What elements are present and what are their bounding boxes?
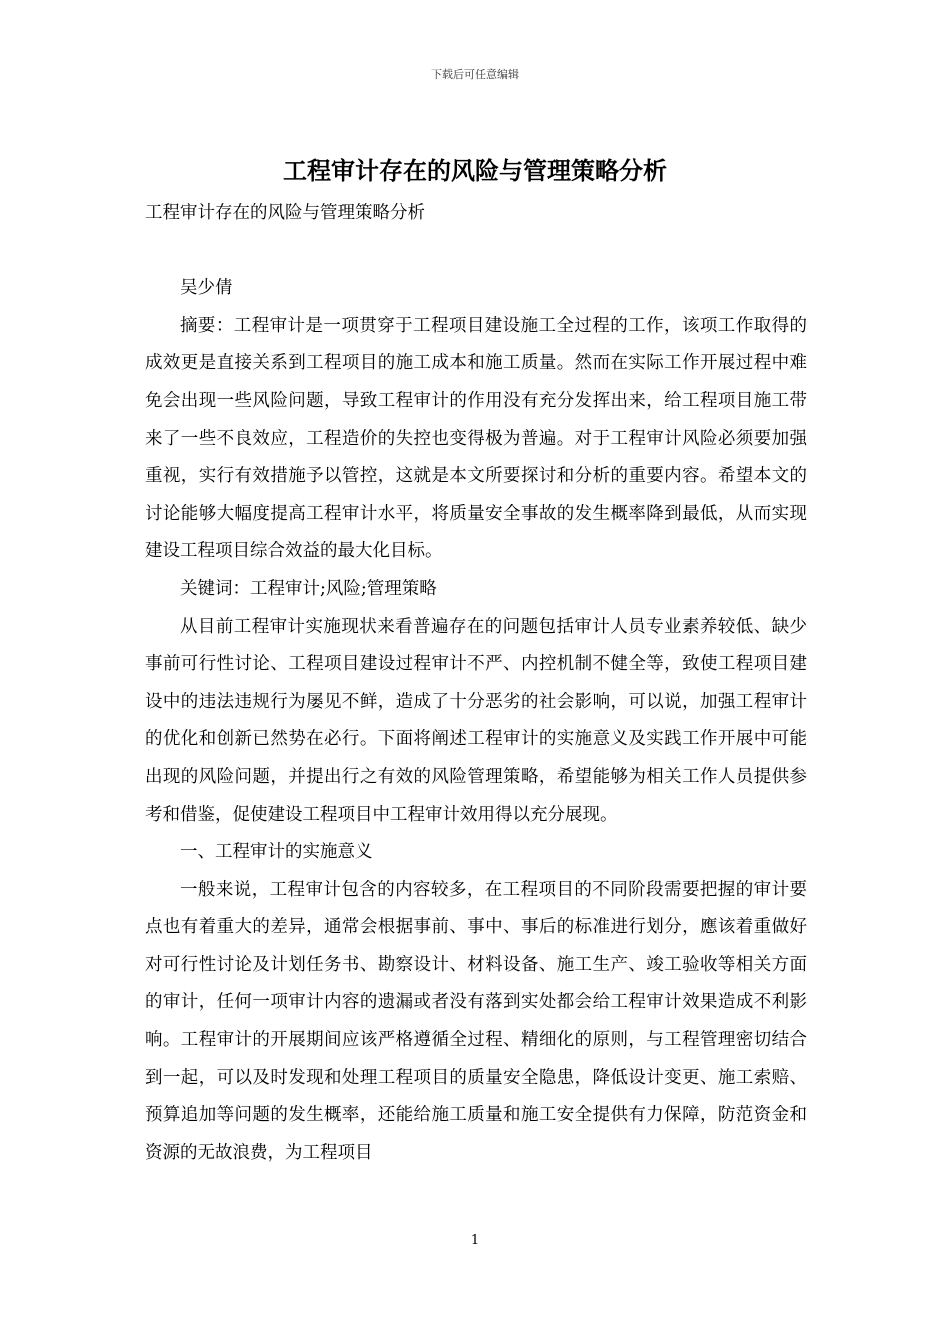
- document-title: 工程审计存在的风险与管理策略分析: [283, 156, 667, 185]
- header-note: 下载后可任意编辑: [431, 68, 519, 81]
- blank-line: [145, 233, 807, 271]
- intro-paragraph: 从目前工程审计实施现状来看普遍存在的问题包括审计人员专业素养较低、缺少事前可行性讨论、工程项目建设过程审计不严、内控机制不健全等，致使工程项目建设中的违法违规行为屡见不鲜，造成了十分恶劣的社会影响，可以说，加强工程审计的优化和创新已然势在必行。下面将阐述工程审计的实施意义及实践工作开展中可能出现的风险问题，并提出行之有效的风险管理策略，希望能够为相关工作人员提供参考和借鉴，促使建设工程项目中工程审计效用得以充分展现。: [145, 616, 807, 825]
- section-paragraph: 一般来说，工程审计包含的内容较多，在工程项目的不同阶段需要把握的审计要点也有着重大的差异，通常会根据事前、事中、事后的标准进行划分，應该着重做好对可行性讨论及计划任务书、勘察设计、材料设备、施工生产、竣工验收等相关方面的审计，任何一项审计内容的遗漏或者没有落到实处都会给工程审计效果造成不利影响。工程审计的开展期间应该严格遵循全过程、精细化的原则，与工程管理密切结合到一起，可以及时发现和处理工程项目的质量安全隐患，降低设计变更、施工索赔、预算追加等问题的发生概率，还能给施工质量和施工安全提供有力保障，防范资金和资源的无故浪费，为工程项目: [145, 879, 807, 1163]
- abstract-paragraph: 摘要：工程审计是一项贯穿于工程项目建设施工全过程的工作，该项工作取得的成效更是直接关系到工程项目的施工成本和施工质量。然而在实际工作开展过程中难免会出现一些风险问题，导致工程审计的作用没有充分发挥出来，给工程项目施工带来了一些不良效应，工程造价的失控也变得极为普遍。对于工程审计风险必须要加强重视，实行有效措施予以管控，这就是本文所要探讨和分析的重要内容。希望本文的讨论能够大幅度提高工程审计水平，将质量安全事故的发生概率降到最低，从而实现建设工程项目综合效益的最大化目标。: [145, 315, 807, 562]
- keywords-line: 关键词：工程审计;风险;管理策略: [180, 578, 437, 599]
- section-heading: 一、工程审计的实施意义: [180, 842, 373, 863]
- document-subtitle: 工程审计存在的风险与管理策略分析: [145, 203, 425, 223]
- page-number: 1: [470, 1233, 480, 1248]
- author-name: 吴少倩: [180, 278, 233, 299]
- document-body: [145, 195, 807, 1172]
